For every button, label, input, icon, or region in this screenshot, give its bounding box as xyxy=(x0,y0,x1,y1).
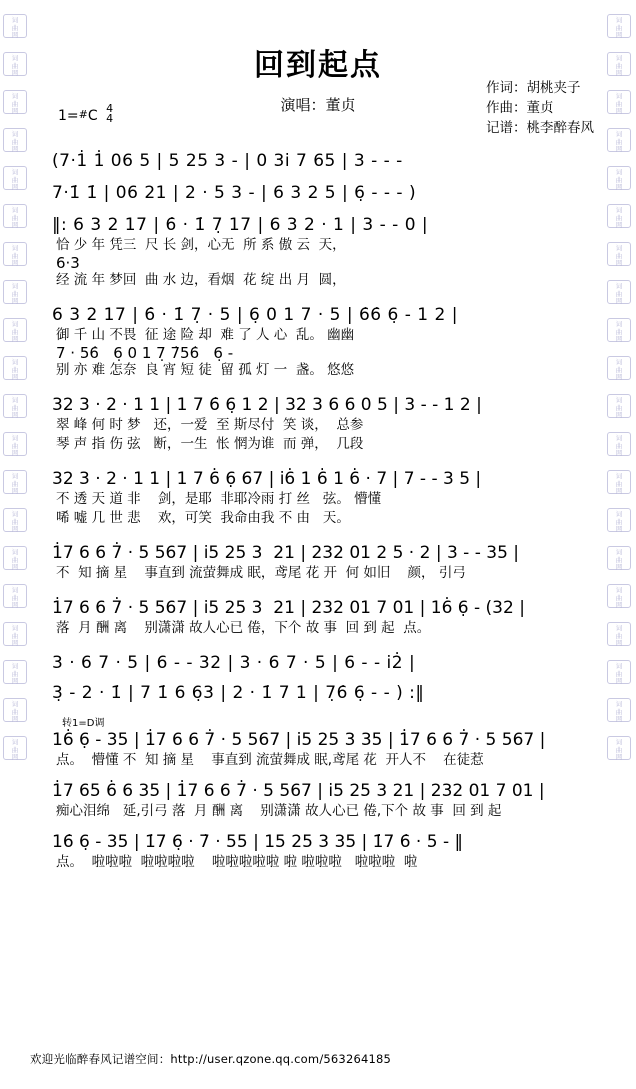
watermark: 词 曲 网 xyxy=(3,90,27,114)
watermark: 词 曲 网 xyxy=(607,394,631,418)
system-chorus-2 xyxy=(34,597,602,638)
system-bridge xyxy=(34,780,602,821)
watermark: 词 曲 网 xyxy=(607,356,631,380)
lyric-line-1: 痴心泪绵 延,引弓 落 月 酬 离 别潇潇 故人心已 倦,下个 故 事 回 到 起 xyxy=(56,803,502,819)
watermark: 词 曲 网 xyxy=(607,242,631,266)
watermark: 词 曲 网 xyxy=(3,242,27,266)
watermark: 词 曲 网 xyxy=(3,698,27,722)
page-title: 回到起点 xyxy=(254,48,382,83)
watermark: 词 曲 网 xyxy=(3,204,27,228)
notation-line: 6 3 2 17 | 6̇ · 1̇ 7̣ · 5 | 6̣ 0 1 7 · 5 | 6̇6̇ 6̣ - 1 2 | xyxy=(52,305,458,325)
notation-line: 32 3 · 2 · 1 1 | 1 7 6̇ 6̣ 1 2 | 32 3 6 6 0 5 | 3 - - 1 2 | xyxy=(52,395,482,415)
system-verse-1 xyxy=(34,214,602,290)
system-chorus-1 xyxy=(34,542,602,583)
watermark: 词 曲 网 xyxy=(3,622,27,646)
lyricist-credit: 作词：胡桃夹子 xyxy=(486,80,581,96)
system-verse-4 xyxy=(34,468,602,528)
watermark: 词 曲 网 xyxy=(3,546,27,570)
watermark: 词 曲 网 xyxy=(3,470,27,494)
watermark: 词 曲 网 xyxy=(607,204,631,228)
watermark: 词 曲 网 xyxy=(607,546,631,570)
modulation-annotation: 转1=D调 xyxy=(62,718,105,729)
time-numerator: 4 xyxy=(106,102,114,115)
watermark-column-left xyxy=(2,0,30,1089)
notation-line: 16̇ 6̣ - 35 | 1̇7 6 6 7̇ · 5 567 | i5 25 3 35 | 1̇7 6 6 7̇ · 5 567 | xyxy=(52,730,546,750)
system-modulation xyxy=(34,714,602,770)
watermark: 词 曲 网 xyxy=(607,660,631,684)
notation-line: ‖: 6 3 2 17 | 6̇ · 1̇ 7̣ 17 | 6 3 2 · 1 | 3 - - 0 | xyxy=(52,215,429,235)
footer-note: 欢迎光临醉春风记谱空间：http://user.qzone.qq.com/563264185 xyxy=(30,1052,392,1066)
watermark: 词 曲 网 xyxy=(3,356,27,380)
watermark: 词 曲 网 xyxy=(607,698,631,722)
watermark: 词 曲 网 xyxy=(607,52,631,76)
notation-line: 1̇7 6 6 7̇ · 5 567 | i5 25 3 21 | 232 01 7 01 | 16̇ 6̣ - (32 | xyxy=(52,598,525,618)
watermark: 词 曲 网 xyxy=(607,166,631,190)
watermark: 词 曲 网 xyxy=(3,280,27,304)
watermark: 词 曲 网 xyxy=(3,736,27,760)
notation-line: 16̇ 6̣ - 35 | 1̇7 6̣ · 7̇ · 55 | 15 25 3 35 | 1̇7 6̇ · 5 - ‖ xyxy=(52,832,463,852)
system-verse-2 xyxy=(34,304,602,380)
notation-line: 32 3 · 2 · 1 1 | 1 7 6̇ 6̣ 67 | i6̇ 1 6̇ 1 6̇ · 7 | 7 - - 3 5 | xyxy=(52,469,482,489)
credits-block xyxy=(486,78,594,138)
time-denominator: 4 xyxy=(106,112,114,125)
key-label: 1= xyxy=(58,108,79,124)
lyric-line-1: 恰 少 年 凭三 尺 长 剑，心无 所 系 傲 云 天， xyxy=(56,237,346,253)
singer-credit: 演唱：董贞 xyxy=(280,96,356,114)
watermark: 词 曲 网 xyxy=(3,128,27,152)
key-accidental: # xyxy=(78,108,88,121)
watermark: 词 曲 网 xyxy=(607,584,631,608)
notation-line: 1̇7 65 6̇ 6 35 | 1̇7 6 6 7̇ · 5 567 | i5 25 3 21 | 232 01 7 01 | xyxy=(52,781,545,801)
system-intro-1 xyxy=(34,150,602,172)
watermark: 词 曲 网 xyxy=(3,318,27,342)
watermark: 词 曲 网 xyxy=(607,280,631,304)
watermark: 词 曲 网 xyxy=(607,622,631,646)
watermark: 词 曲 网 xyxy=(607,508,631,532)
lyric-line-1: 御 千 山 不畏 征 途 险 却 难 了 人 心 乱。 幽幽 xyxy=(56,327,355,343)
watermark: 词 曲 网 xyxy=(607,432,631,456)
lyric-line-1: 翠 峰 何 时 梦 还，一爱 至 斯尽付 笑 谈， 总参 xyxy=(56,417,364,433)
watermark: 词 曲 网 xyxy=(607,736,631,760)
watermark: 词 曲 网 xyxy=(3,394,27,418)
lyric-line-1: 点。 懵懂 不 知 摘 星 事直到 流萤舞成 眠,鸢尾 花 开人不 在徒惹 xyxy=(56,752,484,768)
system-coda xyxy=(34,831,602,872)
notation-line: 3̣ - 2 · 1̇ | 7 1̇ 6 6̣3 | 2 · 1̇ 7 1 | 7̣6̇ 6̣ - - ) :‖ xyxy=(52,683,425,703)
composer-credit: 作曲：董贞 xyxy=(486,100,554,116)
watermark: 词 曲 网 xyxy=(607,14,631,38)
lyric-line-2: 经 流 年 梦回 曲 水 边，看烟 花 绽 出 月 圆， xyxy=(56,272,346,288)
watermark: 词 曲 网 xyxy=(3,432,27,456)
notation-line: 3 · 6 7 · 5 | 6 - - 32 | 3 · 6 7 · 5 | 6 - - i2̇ | xyxy=(52,653,416,673)
watermark: 词 曲 网 xyxy=(607,90,631,114)
watermark: 词 曲 网 xyxy=(3,660,27,684)
notation-line: 7·1̇ 1̇ | 06 21 | 2 · 5 3 - | 6 3 2 5 | 6̣ - - - ) xyxy=(52,183,417,203)
key-letter: C xyxy=(87,108,98,124)
watermark: 词 曲 网 xyxy=(3,52,27,76)
score-area xyxy=(34,0,602,1089)
lyric-line-1: 落 月 酬 离 别潇潇 故人心已 倦，下个 故 事 回 到 起 点。 xyxy=(56,620,431,636)
notation-line: 1̇7 6 6 7̇ · 5 567 | i5 25 3 21 | 232 01 2 5 · 2 | 3 - - 35 | xyxy=(52,543,520,563)
transcriber-credit: 记谱：桃李醉春风 xyxy=(486,120,594,136)
watermark: 词 曲 网 xyxy=(3,584,27,608)
key-and-time-signature xyxy=(58,104,113,124)
lyric-line-2: 别 亦 难 怎奈 良 宵 短 徒 留 孤 灯 一 盏。 悠悠 xyxy=(56,362,355,378)
watermark-column-right xyxy=(606,0,634,1089)
lyric-line-1: 不 知 摘 星 事直到 流萤舞成 眠，鸢尾 花 开 何 如旧 颜， 引弓 xyxy=(56,565,466,581)
watermark: 词 曲 网 xyxy=(3,166,27,190)
time-signature xyxy=(106,104,113,124)
lyric-line-2: 琴 声 指 伤 弦 断，一生 怅 惘为谁 而 弹， 几段 xyxy=(56,436,364,452)
ornament-notes: 7 · 56̇ 6̣ 0 1 7̣ 7̇56̇ 6̣ - xyxy=(56,344,234,362)
watermark: 词 曲 网 xyxy=(3,14,27,38)
ornament-notes: 6·3 xyxy=(56,254,80,272)
watermark: 词 曲 网 xyxy=(607,470,631,494)
system-interlude-1 xyxy=(34,652,602,674)
lyric-line-1: 点。 啦啦啦 啦啦啦啦 啦啦啦啦啦 啦 啦啦啦 啦啦啦 啦 xyxy=(56,854,418,870)
watermark: 词 曲 网 xyxy=(607,128,631,152)
system-verse-3 xyxy=(34,394,602,454)
system-intro-2 xyxy=(34,182,602,204)
watermark: 词 曲 网 xyxy=(3,508,27,532)
system-interlude-2 xyxy=(34,682,602,704)
music-systems xyxy=(34,150,602,872)
notation-line: (7·1̇ 1̇ 06 5 | 5 25 3 - | 0 3i 7 65 | 3 - - - xyxy=(52,151,403,171)
lyric-line-2: 唏 嘘 几 世 悲 欢，可笑 我命由我 不 由 天。 xyxy=(56,510,350,526)
lyric-line-1: 不 透 天 道 非 剑，是耶 非耶冷雨 打 丝 弦。 懵懂 xyxy=(56,491,382,507)
watermark: 词 曲 网 xyxy=(607,318,631,342)
